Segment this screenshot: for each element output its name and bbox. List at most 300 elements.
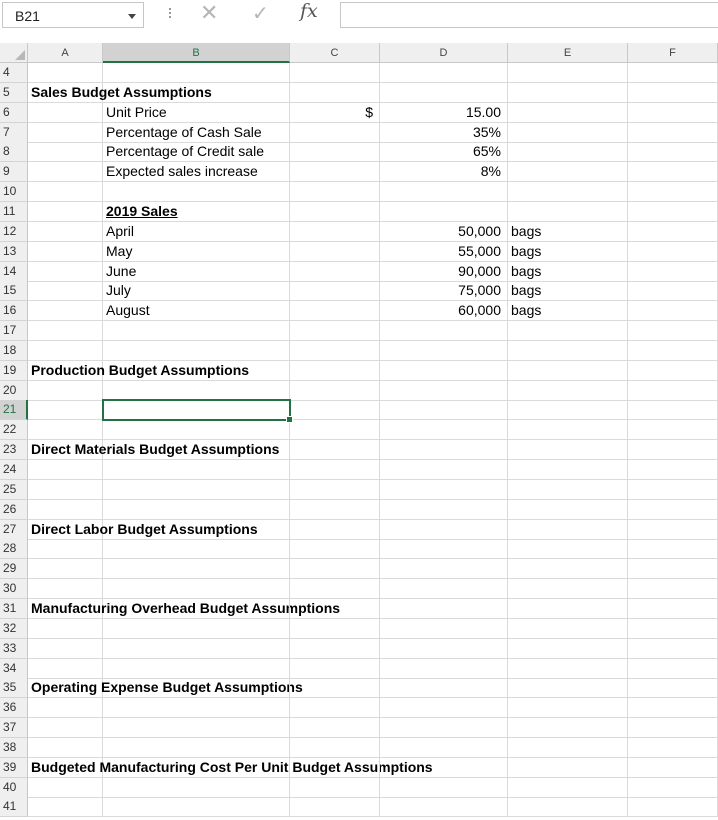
cell-c40[interactable] [290,778,380,798]
cell-d26[interactable] [380,500,508,520]
row-header-12[interactable]: 12 [0,222,28,242]
cell-a40[interactable] [28,778,103,798]
cell-b26[interactable] [103,500,290,520]
cell-f24[interactable] [628,460,718,480]
table-row [0,440,718,460]
cell-d14[interactable]: 90,000 [380,262,508,282]
cell-a32[interactable] [28,619,103,639]
cell-f35[interactable] [628,678,718,698]
cell-d15[interactable]: 75,000 [380,281,508,301]
cell-c4[interactable] [290,63,380,83]
cell-d36[interactable] [380,698,508,718]
table-row [0,242,718,262]
cell-f7[interactable] [628,123,718,143]
cell-b10[interactable] [103,182,290,202]
cell-c16[interactable] [290,301,380,321]
cell-d34[interactable] [380,659,508,679]
table-row [0,797,718,817]
cell-e22[interactable] [508,420,628,440]
cell-d33[interactable] [380,639,508,659]
table-row [0,738,718,758]
cell-f25[interactable] [628,480,718,500]
cell-d6[interactable]: 15.00 [380,103,508,123]
cell-a23[interactable]: Direct Materials Budget Assumptions [28,440,103,460]
cell-d32[interactable] [380,619,508,639]
name-box[interactable] [2,2,144,28]
row-header-22[interactable]: 22 [0,420,28,440]
cell-d21[interactable] [380,400,508,420]
cell-c11[interactable] [290,202,380,222]
table-row [0,539,718,559]
cell-c23[interactable] [290,440,380,460]
cell-e31[interactable] [508,599,628,619]
cell-e11[interactable] [508,202,628,222]
cell-a15[interactable] [28,281,103,301]
cell-a8[interactable] [28,142,103,162]
cell-e32[interactable] [508,619,628,639]
cell-b23[interactable] [103,440,290,460]
cell-a24[interactable] [28,460,103,480]
cell-f26[interactable] [628,500,718,520]
cell-a41[interactable] [28,797,103,817]
cell-b32[interactable] [103,619,290,639]
row-header-6[interactable]: 6 [0,103,28,123]
cell-e20[interactable] [508,381,628,401]
cell-a26[interactable] [28,500,103,520]
cell-b17[interactable] [103,321,290,341]
cell-e33[interactable] [508,639,628,659]
cell-f13[interactable] [628,242,718,262]
cell-c38[interactable] [290,738,380,758]
cell-b12[interactable]: April [103,222,290,242]
cell-b35[interactable] [103,678,290,698]
cell-d23[interactable] [380,440,508,460]
cell-c24[interactable] [290,460,380,480]
cell-b6[interactable]: Unit Price [103,103,290,123]
row-header-37[interactable]: 37 [0,718,28,738]
cell-f17[interactable] [628,321,718,341]
cell-f21[interactable] [628,400,718,420]
cell-c25[interactable] [290,480,380,500]
row-header-41[interactable]: 41 [0,797,28,817]
column-header-c[interactable]: C [290,43,380,63]
column-header-b[interactable]: B [103,43,290,63]
cell-c8[interactable] [290,142,380,162]
cell-f40[interactable] [628,778,718,798]
cell-e37[interactable] [508,718,628,738]
row-header-9[interactable]: 9 [0,162,28,182]
cell-a34[interactable] [28,659,103,679]
table-row [0,420,718,440]
cell-e10[interactable] [508,182,628,202]
cell-b19[interactable] [103,361,290,381]
row-header-14[interactable]: 14 [0,262,28,282]
cell-e41[interactable] [508,797,628,817]
cell-c9[interactable] [290,162,380,182]
cell-f4[interactable] [628,63,718,83]
cell-b8[interactable]: Percentage of Credit sale [103,142,290,162]
drag-handle-icon[interactable] [168,6,172,24]
cell-d9[interactable]: 8% [380,162,508,182]
cell-c29[interactable] [290,559,380,579]
select-all-corner[interactable] [0,43,28,63]
row-header-38[interactable]: 38 [0,738,28,758]
cell-f32[interactable] [628,619,718,639]
cell-b29[interactable] [103,559,290,579]
cell-f33[interactable] [628,639,718,659]
cell-a37[interactable] [28,718,103,738]
cell-b30[interactable] [103,579,290,599]
cell-b22[interactable] [103,420,290,440]
cell-f23[interactable] [628,440,718,460]
cell-f11[interactable] [628,202,718,222]
cell-b39[interactable] [103,758,290,778]
cell-c17[interactable] [290,321,380,341]
row-header-19[interactable]: 19 [0,361,28,381]
cell-f31[interactable] [628,599,718,619]
cell-c26[interactable] [290,500,380,520]
row-header-21[interactable]: 21 [0,400,28,420]
cell-e19[interactable] [508,361,628,381]
cell-b7[interactable]: Percentage of Cash Sale [103,123,290,143]
cell-f28[interactable] [628,539,718,559]
cell-d4[interactable] [380,63,508,83]
cell-c28[interactable] [290,539,380,559]
cell-a31[interactable]: Manufacturing Overhead Budget Assumptions [28,599,103,619]
cell-e12[interactable]: bags [508,222,628,242]
cell-a20[interactable] [28,381,103,401]
formula-input[interactable] [340,2,718,28]
cell-e7[interactable] [508,123,628,143]
cell-c21[interactable] [290,400,380,420]
cell-e35[interactable] [508,678,628,698]
cell-f12[interactable] [628,222,718,242]
cell-f19[interactable] [628,361,718,381]
cell-d25[interactable] [380,480,508,500]
cell-d7[interactable]: 35% [380,123,508,143]
cell-e15[interactable]: bags [508,281,628,301]
cell-f30[interactable] [628,579,718,599]
cell-f8[interactable] [628,142,718,162]
cell-d24[interactable] [380,460,508,480]
table-row [0,500,718,520]
cell-c35[interactable] [290,678,380,698]
cell-a38[interactable] [28,738,103,758]
cell-c13[interactable] [290,242,380,262]
cell-d41[interactable] [380,797,508,817]
cell-d13[interactable]: 55,000 [380,242,508,262]
cell-e28[interactable] [508,539,628,559]
cell-a29[interactable] [28,559,103,579]
cell-f39[interactable] [628,758,718,778]
cell-f9[interactable] [628,162,718,182]
cell-c30[interactable] [290,579,380,599]
cell-d29[interactable] [380,559,508,579]
cell-d16[interactable]: 60,000 [380,301,508,321]
row-header-8[interactable]: 8 [0,142,28,162]
cell-b4[interactable] [103,63,290,83]
cell-e27[interactable] [508,520,628,540]
cell-e16[interactable]: bags [508,301,628,321]
table-row [0,281,718,301]
cell-b28[interactable] [103,539,290,559]
cell-e23[interactable] [508,440,628,460]
row-header-7[interactable]: 7 [0,123,28,143]
cell-b18[interactable] [103,341,290,361]
row-header-39[interactable]: 39 [0,758,28,778]
cell-c36[interactable] [290,698,380,718]
cell-c39[interactable] [290,758,380,778]
cell-d22[interactable] [380,420,508,440]
row-header-36[interactable]: 36 [0,698,28,718]
cell-f16[interactable] [628,301,718,321]
cell-f34[interactable] [628,659,718,679]
cell-e29[interactable] [508,559,628,579]
row-header-27[interactable]: 27 [0,520,28,540]
cell-e34[interactable] [508,659,628,679]
row-header-28[interactable]: 28 [0,539,28,559]
row-header-23[interactable]: 23 [0,440,28,460]
cell-d35[interactable] [380,678,508,698]
cell-e21[interactable] [508,400,628,420]
cell-b5[interactable] [103,83,290,103]
cell-b27[interactable] [103,520,290,540]
cell-f14[interactable] [628,262,718,282]
cell-a10[interactable] [28,182,103,202]
cell-d5[interactable] [380,83,508,103]
cell-a14[interactable] [28,262,103,282]
cell-c34[interactable] [290,659,380,679]
row-header-25[interactable]: 25 [0,480,28,500]
cell-c14[interactable] [290,262,380,282]
row-header-29[interactable]: 29 [0,559,28,579]
cell-a18[interactable] [28,341,103,361]
close-icon[interactable]: ✕ [200,0,219,25]
cell-f29[interactable] [628,559,718,579]
cell-d37[interactable] [380,718,508,738]
cell-d28[interactable] [380,539,508,559]
column-header-d[interactable]: D [380,43,508,63]
row-header-11[interactable]: 11 [0,202,28,222]
cell-a39[interactable]: Budgeted Manufacturing Cost Per Unit Budget Assumptions [28,758,103,778]
column-header-f[interactable]: F [628,43,718,63]
table-row [0,222,718,242]
cell-b33[interactable] [103,639,290,659]
cell-b37[interactable] [103,718,290,738]
cell-f38[interactable] [628,738,718,758]
row-header-18[interactable]: 18 [0,341,28,361]
cell-b20[interactable] [103,381,290,401]
cell-b16[interactable]: August [103,301,290,321]
active-cell-b21[interactable] [102,399,291,421]
cell-a6[interactable] [28,103,103,123]
row-header-4[interactable]: 4 [0,63,28,83]
cell-a17[interactable] [28,321,103,341]
cell-f15[interactable] [628,281,718,301]
cell-d12[interactable]: 50,000 [380,222,508,242]
cell-f22[interactable] [628,420,718,440]
cell-e25[interactable] [508,480,628,500]
cell-c31[interactable] [290,599,380,619]
cell-a30[interactable] [28,579,103,599]
cell-a25[interactable] [28,480,103,500]
cell-c20[interactable] [290,381,380,401]
cell-a36[interactable] [28,698,103,718]
cell-c12[interactable] [290,222,380,242]
cell-e39[interactable] [508,758,628,778]
cell-a27[interactable]: Direct Labor Budget Assumptions [28,520,103,540]
row-header-17[interactable]: 17 [0,321,28,341]
cell-a4[interactable] [28,63,103,83]
cell-b31[interactable] [103,599,290,619]
row-header-33[interactable]: 33 [0,639,28,659]
cell-e18[interactable] [508,341,628,361]
formula-bar [0,0,718,34]
cell-e17[interactable] [508,321,628,341]
cell-c7[interactable] [290,123,380,143]
cell-a21[interactable] [28,400,103,420]
cell-b38[interactable] [103,738,290,758]
cell-b11[interactable]: 2019 Sales [103,202,290,222]
cell-b9[interactable]: Expected sales increase [103,162,290,182]
table-row [0,639,718,659]
cell-d27[interactable] [380,520,508,540]
cell-a19[interactable]: Production Budget Assumptions [28,361,103,381]
fx-icon[interactable]: fx [300,0,318,22]
table-row [0,182,718,202]
cell-b13[interactable]: May [103,242,290,262]
cell-b25[interactable] [103,480,290,500]
cell-d8[interactable]: 65% [380,142,508,162]
cell-c18[interactable] [290,341,380,361]
row-header-24[interactable]: 24 [0,460,28,480]
table-row [0,162,718,182]
cell-f41[interactable] [628,797,718,817]
cell-f20[interactable] [628,381,718,401]
row-header-30[interactable]: 30 [0,579,28,599]
cell-c5[interactable] [290,83,380,103]
cell-d38[interactable] [380,738,508,758]
cell-a35[interactable]: Operating Expense Budget Assumptions [28,678,103,698]
cell-c10[interactable] [290,182,380,202]
cell-e4[interactable] [508,63,628,83]
cell-e26[interactable] [508,500,628,520]
cell-c19[interactable] [290,361,380,381]
cell-e6[interactable] [508,103,628,123]
table-row [0,202,718,222]
cell-f6[interactable] [628,103,718,123]
cell-a5[interactable]: Sales Budget Assumptions [28,83,103,103]
row-header-16[interactable]: 16 [0,301,28,321]
row-header-5[interactable]: 5 [0,83,28,103]
cell-a16[interactable] [28,301,103,321]
table-row [0,520,718,540]
cell-f37[interactable] [628,718,718,738]
cell-b14[interactable]: June [103,262,290,282]
cell-d11[interactable] [380,202,508,222]
row-header-32[interactable]: 32 [0,619,28,639]
cell-b34[interactable] [103,659,290,679]
row-header-40[interactable]: 40 [0,778,28,798]
cell-b24[interactable] [103,460,290,480]
table-row [0,559,718,579]
cell-b40[interactable] [103,778,290,798]
cell-c15[interactable] [290,281,380,301]
cell-d17[interactable] [380,321,508,341]
cell-a7[interactable] [28,123,103,143]
cell-a33[interactable] [28,639,103,659]
row-header-34[interactable]: 34 [0,659,28,679]
cell-d31[interactable] [380,599,508,619]
column-header-a[interactable]: A [28,43,103,63]
cell-b36[interactable] [103,698,290,718]
cell-a28[interactable] [28,539,103,559]
table-row [0,123,718,143]
cell-f5[interactable] [628,83,718,103]
cell-d40[interactable] [380,778,508,798]
cell-c33[interactable] [290,639,380,659]
row-header-20[interactable]: 20 [0,381,28,401]
cell-e14[interactable]: bags [508,262,628,282]
cell-e8[interactable] [508,142,628,162]
cell-f36[interactable] [628,698,718,718]
cell-c37[interactable] [290,718,380,738]
cell-c27[interactable] [290,520,380,540]
cell-d10[interactable] [380,182,508,202]
cell-b15[interactable]: July [103,281,290,301]
cell-a13[interactable] [28,242,103,262]
cell-e36[interactable] [508,698,628,718]
row-header-35[interactable]: 35 [0,678,28,698]
cell-a22[interactable] [28,420,103,440]
cell-e13[interactable]: bags [508,242,628,262]
cell-e40[interactable] [508,778,628,798]
row-header-13[interactable]: 13 [0,242,28,262]
cell-d20[interactable] [380,381,508,401]
cell-d30[interactable] [380,579,508,599]
row-header-26[interactable]: 26 [0,500,28,520]
row-header-15[interactable]: 15 [0,281,28,301]
cell-e5[interactable] [508,83,628,103]
table-row [0,381,718,401]
cell-a12[interactable] [28,222,103,242]
cell-a9[interactable] [28,162,103,182]
chevron-down-icon[interactable] [128,14,136,19]
cell-e9[interactable] [508,162,628,182]
cell-c22[interactable] [290,420,380,440]
cell-c41[interactable] [290,797,380,817]
column-header-e[interactable]: E [508,43,628,63]
cell-c32[interactable] [290,619,380,639]
row-header-10[interactable]: 10 [0,182,28,202]
cell-a11[interactable] [28,202,103,222]
row-header-31[interactable]: 31 [0,599,28,619]
cell-e30[interactable] [508,579,628,599]
cell-e38[interactable] [508,738,628,758]
cell-d39[interactable] [380,758,508,778]
cell-f18[interactable] [628,341,718,361]
table-row [0,659,718,679]
check-icon[interactable]: ✓ [252,3,269,25]
cell-b41[interactable] [103,797,290,817]
cell-d18[interactable] [380,341,508,361]
cell-f27[interactable] [628,520,718,540]
cell-c6[interactable]: $ [290,103,380,123]
cell-f10[interactable] [628,182,718,202]
cell-e24[interactable] [508,460,628,480]
cell-d19[interactable] [380,361,508,381]
table-row [0,678,718,698]
